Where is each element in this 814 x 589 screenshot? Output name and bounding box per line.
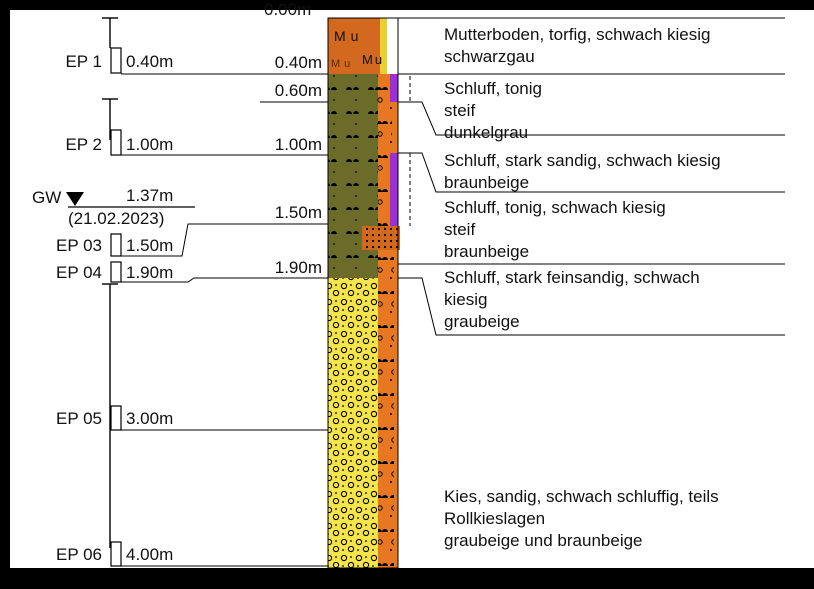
- layer-desc-1-line-0: Schluff, tonig: [444, 79, 542, 98]
- gravel-pattern: [328, 278, 378, 568]
- layer-depth-150: 1.50m: [274, 203, 322, 222]
- layer-desc-0-line-0: Mutterboden, torfig, schwach kiesig: [444, 25, 711, 44]
- layer-desc-1-line-1: steif: [444, 101, 476, 120]
- layer-desc-3-line-2: braunbeige: [444, 242, 530, 261]
- layer-desc-5-line-1: Rollkieslagen: [444, 509, 546, 528]
- groundwater-depth: 1.37m: [126, 186, 174, 205]
- layer-depth-190: 1.90m: [274, 258, 322, 277]
- layer-desc-5-line-2: graubeige und braunbeige: [444, 531, 643, 550]
- sample-label-ep2: EP 2: [65, 135, 102, 154]
- sample-box-ep2: [111, 130, 121, 155]
- layer-desc-4-line-1: kiesig: [444, 290, 488, 309]
- layer-desc-2-line-0: Schluff, stark sandig, schwach kiesig: [444, 151, 721, 170]
- soil-code-small-right: Mu: [362, 52, 385, 67]
- sample-label-ep06: EP 06: [55, 545, 102, 564]
- stiff-marker-2: [390, 153, 398, 226]
- sample-box-ep1: [111, 48, 121, 73]
- layer-desc-4-line-0: Schluff, stark feinsandig, schwach: [444, 268, 700, 287]
- sample-box-ep06: [111, 542, 121, 566]
- groundwater-triangle-icon: [66, 192, 84, 206]
- sample-box-ep04: [111, 262, 121, 282]
- layer-desc-3-line-1: steif: [444, 220, 476, 239]
- sample-box-ep05: [111, 406, 121, 430]
- layer-desc-4-line-2: graubeige: [444, 312, 520, 331]
- fine-sand-dots: [362, 226, 400, 250]
- layer-desc-2-line-1: braunbeige: [444, 173, 530, 192]
- layer-desc-1-line-2: dunkelgrau: [444, 123, 529, 142]
- sample-box-ep03: [111, 234, 121, 256]
- sample-label-ep05: EP 05: [55, 409, 102, 428]
- layer-depth-100: 1.00m: [274, 135, 322, 154]
- sample-label-ep04: EP 04: [55, 263, 102, 282]
- top-depth-label: 0.00m: [264, 0, 312, 19]
- borehole-profile: [10, 0, 814, 568]
- consistency-strip-lower-pattern: [378, 250, 394, 568]
- layer-desc-3-line-0: Schluff, tonig, schwach kiesig: [444, 198, 666, 217]
- sample-depth-ep04: 1.90m: [126, 263, 174, 282]
- soil-code-main: Mu: [334, 28, 364, 44]
- layer-depth-060: 0.60m: [274, 81, 322, 100]
- sample-depth-ep03: 1.50m: [126, 236, 174, 255]
- layer-depth-040: 0.40m: [274, 53, 322, 72]
- groundwater-date: (21.02.2023): [68, 209, 165, 228]
- groundwater-label: GW: [32, 188, 62, 207]
- sample-depth-ep1: 0.40m: [126, 52, 174, 71]
- sample-label-ep1: EP 1: [65, 52, 102, 71]
- sample-depth-ep05: 3.00m: [126, 409, 174, 428]
- sample-label-ep03: EP 03: [55, 236, 102, 255]
- stiff-marker-1: [390, 74, 398, 102]
- layer-desc-5-line-0: Kies, sandig, schwach schluffig, teils: [444, 487, 719, 506]
- profile-drawing: [10, 10, 814, 568]
- consistency-strip-pattern: [378, 74, 392, 226]
- sample-depth-ep06: 4.00m: [126, 545, 174, 564]
- layer-desc-0-line-1: schwarzgau: [444, 47, 535, 66]
- sample-depth-ep2: 1.00m: [126, 135, 174, 154]
- soil-code-small-left: Mu: [331, 58, 355, 70]
